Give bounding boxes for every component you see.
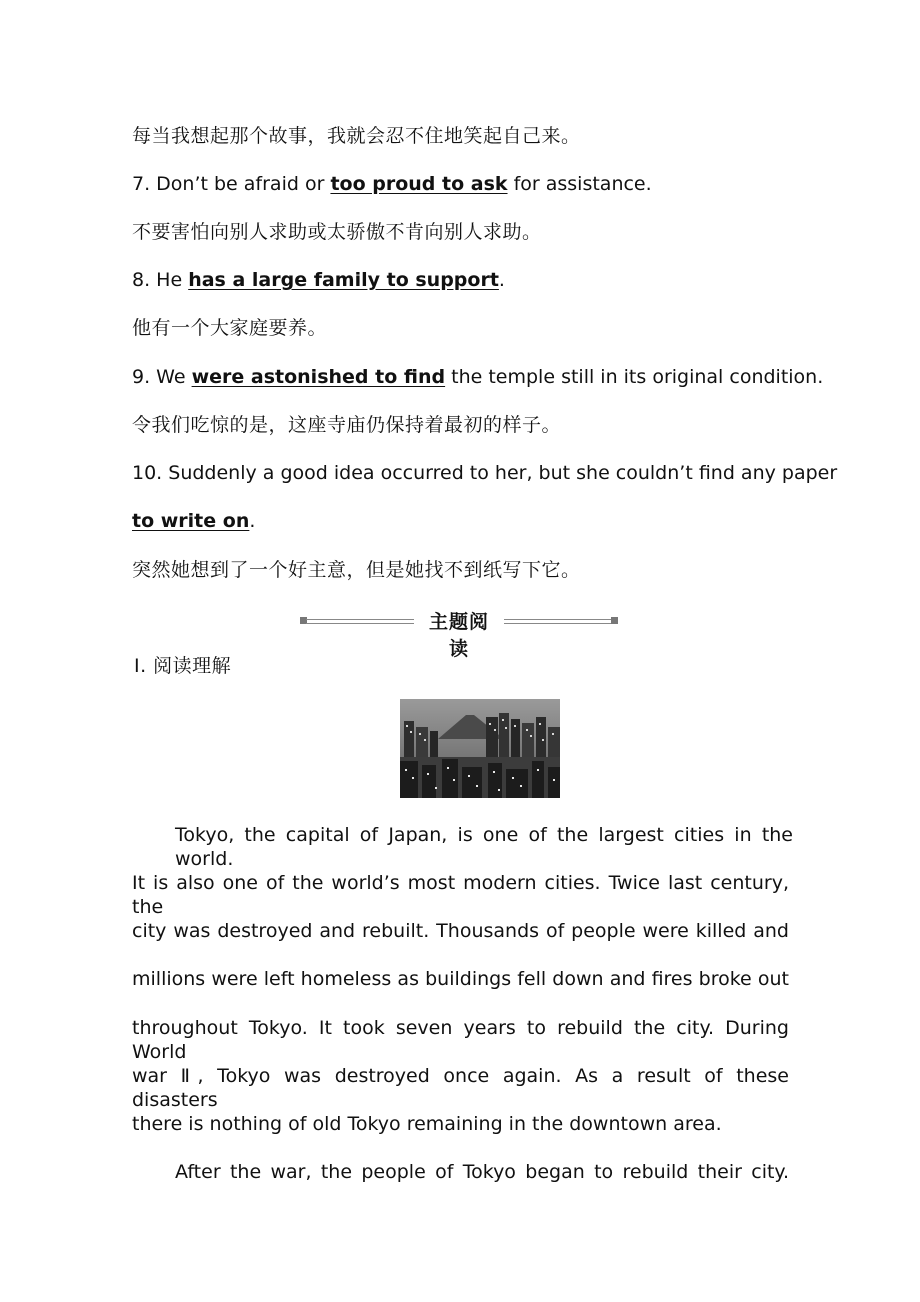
sentence-9-prefix: 9. We <box>132 366 192 388</box>
sentence-10-line-2 <box>132 509 255 533</box>
divider-right-rule <box>504 619 612 624</box>
sentence-7 <box>132 172 652 196</box>
section-title: 主题阅读 <box>428 611 489 660</box>
sentence-9-key-phrase: were astonished to find <box>191 366 446 388</box>
passage-line-6: war Ⅱ, Tokyo was destroyed once again. As a result of these disasters <box>132 1065 789 1111</box>
sentence-9 <box>132 365 823 389</box>
sentence-8-prefix: 8. He <box>132 269 189 291</box>
passage-line-4: millions were left homeless as buildings fell down and fires broke out <box>132 968 789 990</box>
passage-line-8: After the war, the people of Tokyo began to rebuild their city. <box>175 1161 789 1183</box>
passage-line-3: city was destroyed and rebuilt. Thousands of people were killed and <box>132 920 789 942</box>
sentence-7-suffix: for assistance. <box>507 173 652 195</box>
sentence-7-translation: 不要害怕向别人求助或太骄傲不肯向别人求助。 <box>132 221 542 243</box>
tokyo-skyline-photo <box>400 699 560 798</box>
sentence-10-translation: 突然她想到了一个好主意，但是她找不到纸写下它。 <box>132 559 581 581</box>
passage-line-7: there is nothing of old Tokyo remaining in the downtown area. <box>132 1113 722 1135</box>
sentence-8 <box>132 268 505 292</box>
sentence-9-translation: 令我们吃惊的是，这座寺庙仍保持着最初的样子。 <box>132 414 562 436</box>
sentence-8-translation: 他有一个大家庭要养。 <box>132 317 328 339</box>
sentence-8-key-phrase: has a large family to support <box>188 269 499 291</box>
passage-line-2: It is also one of the world’s most modern cities. Twice last century, the <box>132 872 789 918</box>
sentence-8-suffix: . <box>498 269 505 291</box>
passage-line-1: Tokyo, the capital of Japan, is one of the largest cities in the world. <box>175 824 793 870</box>
sentence-6-translation: 每当我想起那个故事，我就会忍不住地笑起自己来。 <box>132 125 581 147</box>
sentence-7-prefix: 7. Don’t be afraid or <box>132 173 331 195</box>
sentence-10-suffix: . <box>249 510 256 532</box>
divider-right-dot <box>611 617 618 624</box>
sentence-10-line-1: 10. Suddenly a good idea occurred to her, but she couldn’t find any paper <box>132 462 838 484</box>
sentence-9-suffix: the temple still in its original condition. <box>445 366 824 388</box>
sentence-10-key-phrase: to write on <box>132 510 250 532</box>
sentence-7-key-phrase: too proud to ask <box>330 173 508 195</box>
passage-line-5: throughout Tokyo. It took seven years to rebuild the city. During World <box>132 1017 789 1063</box>
divider-left-rule <box>306 619 414 624</box>
section-subtitle: Ⅰ. 阅读理解 <box>134 655 232 677</box>
section-divider <box>300 607 618 660</box>
